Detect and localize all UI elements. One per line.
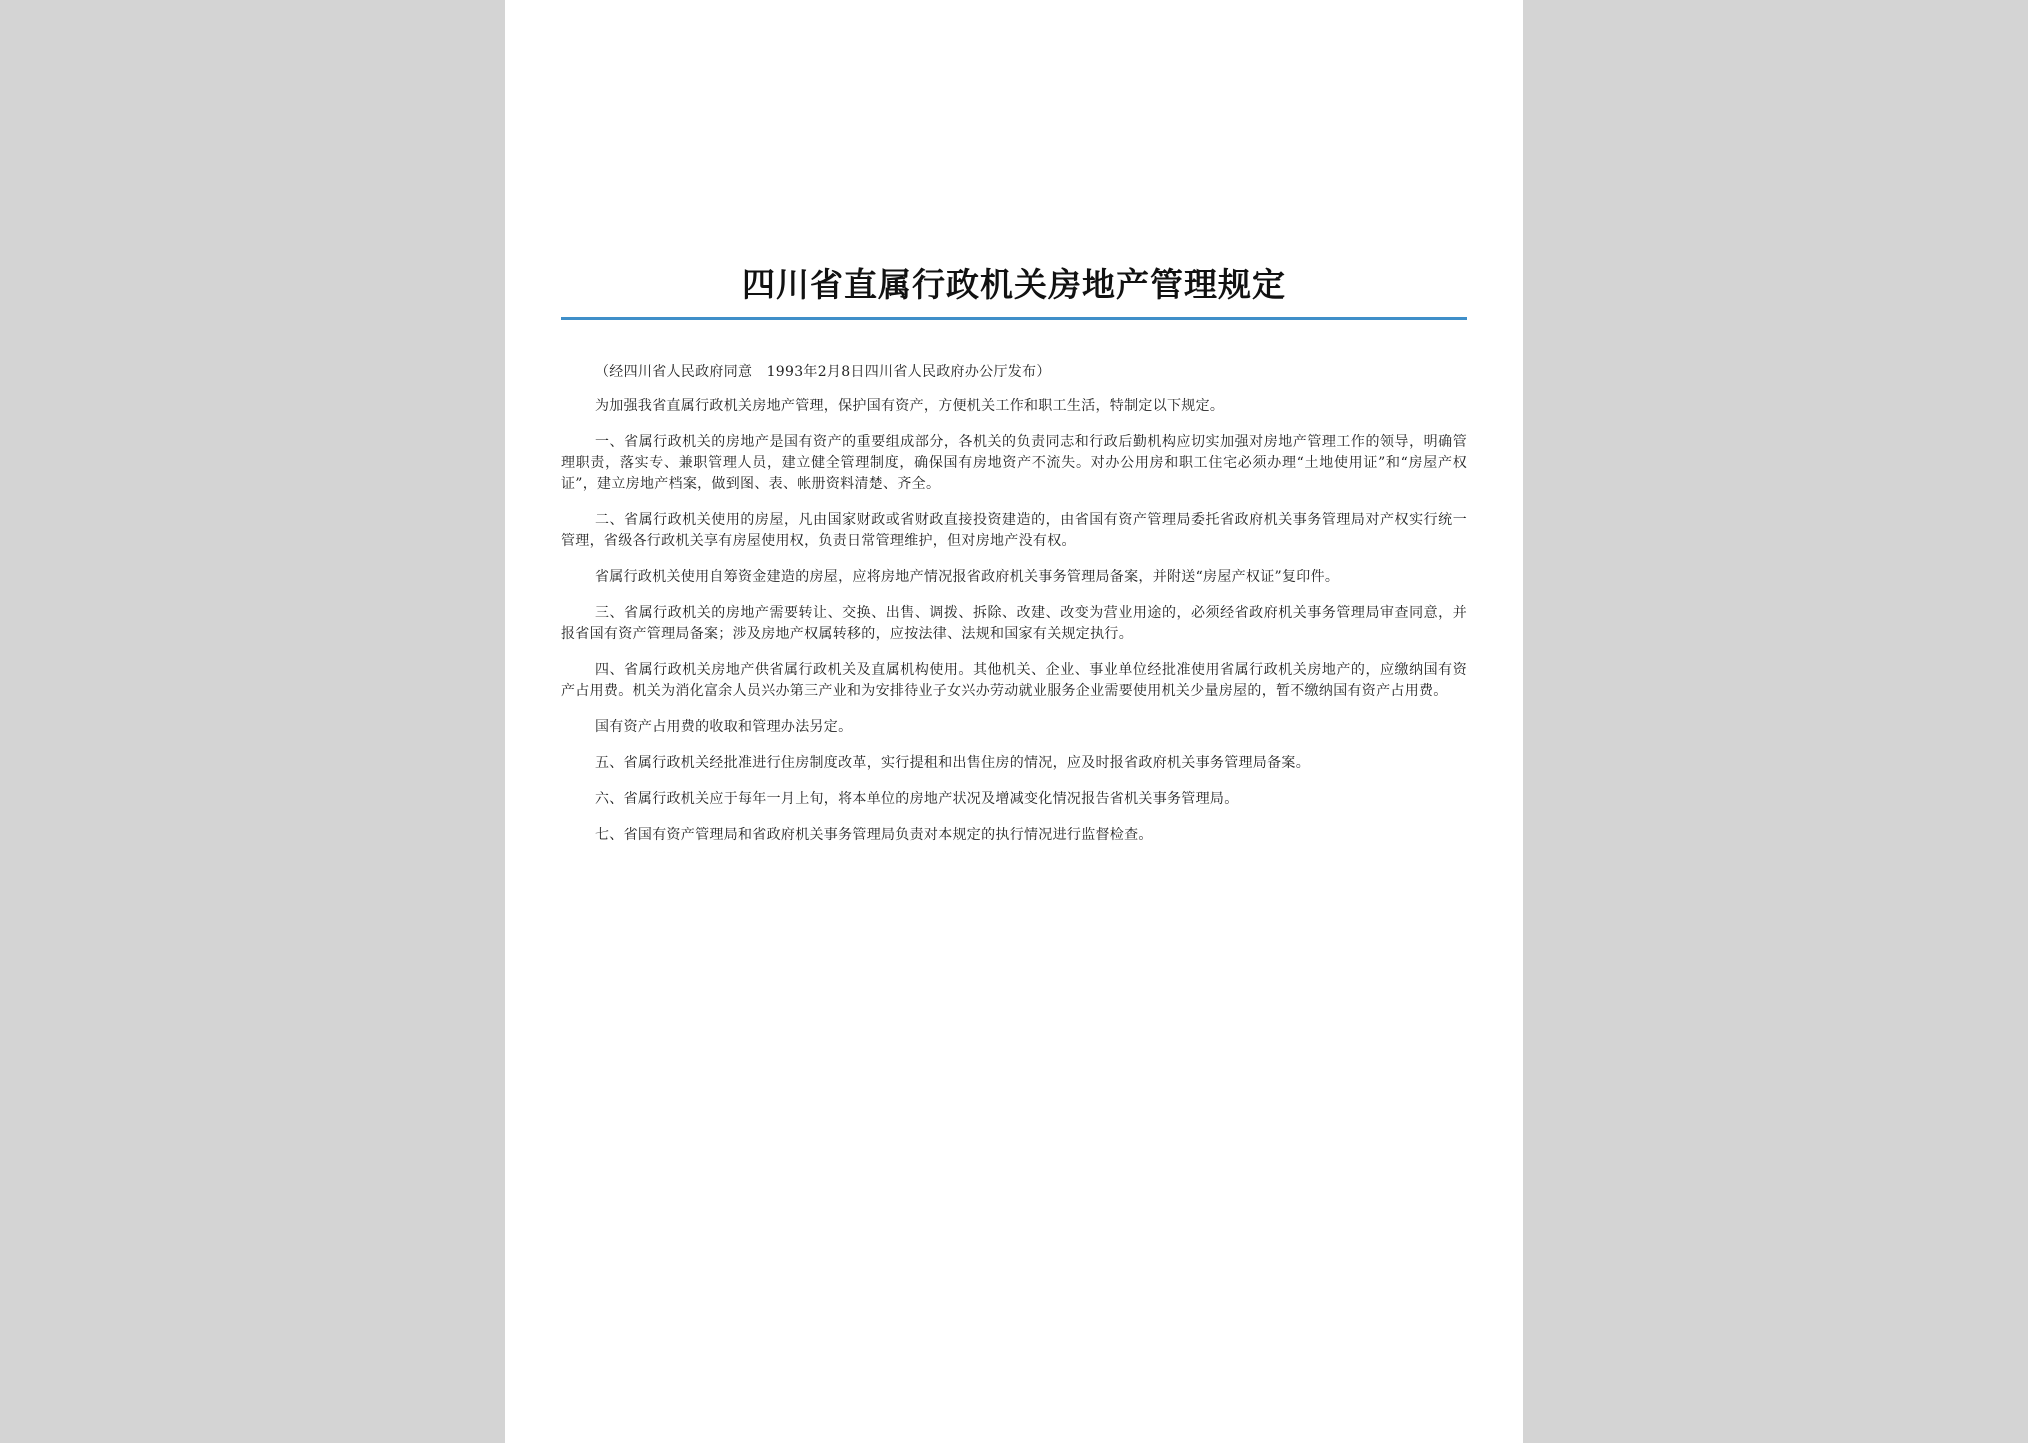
page-content: [561, 262, 1467, 861]
paragraph-preamble: 为加强我省直属行政机关房地产管理，保护国有资产，方便机关工作和职工生活，特制定以下规定。: [595, 398, 1225, 414]
document-page: [505, 0, 1523, 1443]
paragraph-article-4: 四、省属行政机关房地产供省属行政机关及直属机构使用。其他机关、企业、事业单位经批准使用省属行政机关房地产的，应缴纳国有资产占用费。机关为消化富余人员兴办第三产业和为安排待业子女兴办劳动就业服务企业需要使用机关少量房屋的，暂不缴纳国有资产占用费。: [561, 662, 1467, 699]
paragraph-article-3: 三、省属行政机关的房地产需要转让、交换、出售、调拨、拆除、改建、改变为营业用途的，必须经省政府机关事务管理局审查同意，并报省国有资产管理局备案；涉及房地产权属转移的，应按法律、法规和国家有关规定执行。: [561, 605, 1467, 642]
paragraph-article-2: 二、省属行政机关使用的房屋，凡由国家财政或省财政直接投资建造的，由省国有资产管理局委托省政府机关事务管理局对产权实行统一管理，省级各行政机关享有房屋使用权，负责日常管理维护，但对房地产没有权。: [561, 512, 1467, 549]
paragraph-article-7: 七、省国有资产管理局和省政府机关事务管理局负责对本规定的执行情况进行监督检查。: [595, 827, 1153, 843]
document-title: 四川省直属行政机关房地产管理规定: [742, 265, 1286, 304]
issuance-note: （经四川省人民政府同意 1993年2月8日四川省人民政府办公厅发布）: [595, 364, 1051, 380]
paragraph-article-2-supplement: 省属行政机关使用自筹资金建造的房屋，应将房地产情况报省政府机关事务管理局备案，并附送“房屋产权证”复印件。: [595, 569, 1340, 585]
title-divider: [561, 317, 1467, 320]
paragraph-article-5: 五、省属行政机关经批准进行住房制度改革，实行提租和出售住房的情况，应及时报省政府机关事务管理局备案。: [595, 755, 1310, 771]
paragraph-article-4-supplement: 国有资产占用费的收取和管理办法另定。: [595, 719, 853, 735]
paragraph-article-1: 一、省属行政机关的房地产是国有资产的重要组成部分，各机关的负责同志和行政后勤机构应切实加强对房地产管理工作的领导，明确管理职责，落实专、兼职管理人员，建立健全管理制度，确保国有房地资产不流失。对办公用房和职工住宅必须办理“土地使用证”和“房屋产权证”，建立房地产档案，做到图、表、帐册资料清楚、齐全。: [561, 434, 1467, 492]
paragraph-article-6: 六、省属行政机关应于每年一月上旬，将本单位的房地产状况及增减变化情况报告省机关事务管理局。: [595, 791, 1239, 807]
